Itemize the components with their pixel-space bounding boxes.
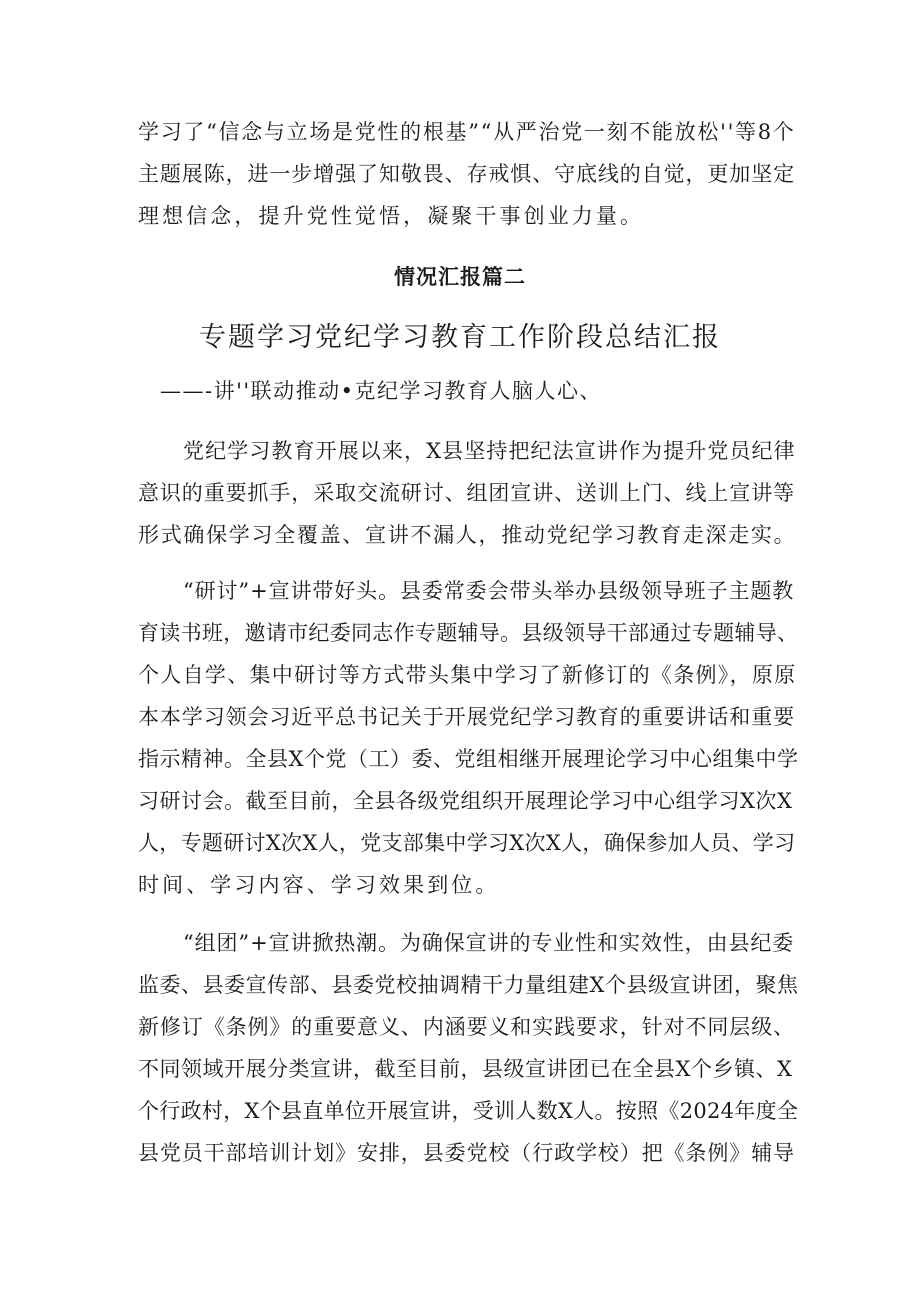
paragraph-1-line-1: 党纪学习教育开展以来，X县坚持把纪法宣讲作为提升党员纪律 bbox=[183, 439, 796, 463]
paragraph-3-line-1: “组团”+宣讲掀热潮。为确保宣讲的专业性和实效性，由县纪委 bbox=[183, 931, 795, 955]
paragraph-2-line-7: 人，专题研讨X次X人，党支部集中学习X次X人，确保参加人员、学习 bbox=[138, 831, 796, 855]
paragraph-3-line-6: 县党员干部培训计划》安排，县委党校（行政学校）把《条例》辅导 bbox=[138, 1141, 795, 1165]
paragraph-2-line-4: 本本学习领会习近平总书记关于开展党纪学习教育的重要讲话和重要 bbox=[138, 705, 795, 729]
paragraph-2-line-3: 个人自学、集中研讨等方式带头集中学习了新修订的《条例》，原原 bbox=[138, 663, 797, 687]
intro-line-2: 主题展陈，进一步增强了知敬畏、存戒惧、守底线的自觉，更加坚定 bbox=[138, 162, 795, 186]
paragraph-2-line-6: 习研讨会。截至目前，全县各级党组织开展理论学习中心组学习X次X bbox=[138, 789, 793, 813]
paragraph-3-line-4: 不同领域开展分类宣讲，截至目前，县级宣讲团已在全县X个乡镇、X bbox=[138, 1057, 793, 1081]
paragraph-3-line-5: 个行政村，X个县直单位开展宣讲，受训人数X人。按照《2024年度全 bbox=[138, 1099, 799, 1123]
paragraph-3-line-2: 监委、县委宣传部、县委党校抽调精干力量组建X个县级宣讲团，聚焦 bbox=[138, 973, 799, 997]
paragraph-1-line-2: 意识的重要抓手，采取交流研讨、组团宣讲、送训上门、线上宣讲等 bbox=[138, 481, 795, 505]
document-subtitle: ——-讲''联动推动•克纪学习教育人脑人心、 bbox=[160, 379, 603, 403]
paragraph-1-line-3: 形式确保学习全覆盖、宣讲不漏人，推动党纪学习教育走深走实。 bbox=[138, 523, 797, 547]
document-title: 专题学习党纪学习教育工作阶段总结汇报 bbox=[199, 322, 721, 353]
paragraph-2-line-5: 指示精神。全县X个党（工）委、党组相继开展理论学习中心组集中学 bbox=[138, 747, 799, 771]
intro-line-1: 学习了“信念与立场是党性的根基”“从严治党一刻不能放松''等8个 bbox=[138, 120, 796, 144]
paragraph-2-line-8: 时间、学习内容、学习效果到位。 bbox=[138, 873, 500, 897]
section-heading: 情况汇报篇二 bbox=[394, 264, 526, 289]
paragraph-3-line-3: 新修订《条例》的重要意义、内涵要义和实践要求，针对不同层级、 bbox=[138, 1015, 795, 1039]
paragraph-2-line-2: 育读书班，邀请市纪委同志作专题辅导。县级领导干部通过专题辅导、 bbox=[138, 621, 799, 645]
intro-line-3: 理想信念，提升党性觉悟，凝聚干事创业力量。 bbox=[138, 204, 645, 228]
paragraph-2-line-1: “研讨”+宣讲带好头。县委常委会带头举办县级领导班子主题教 bbox=[183, 579, 795, 603]
